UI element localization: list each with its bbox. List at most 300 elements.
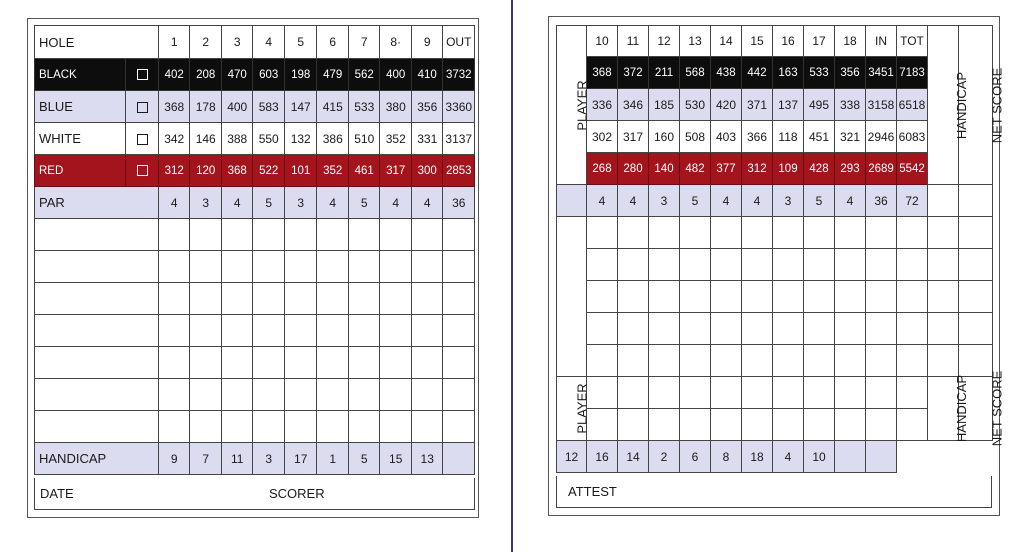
score-entry-row [35, 347, 475, 379]
score-cell[interactable] [253, 379, 285, 411]
score-cell[interactable] [380, 315, 412, 347]
player-name-cell[interactable] [35, 379, 159, 411]
score-cell[interactable] [443, 379, 475, 411]
yardage: 510 [348, 123, 380, 155]
score-cell[interactable] [587, 217, 618, 249]
hole-label: HOLE [35, 26, 159, 59]
yardage: 198 [284, 59, 317, 91]
score-cell[interactable] [284, 315, 317, 347]
score-cell[interactable] [680, 345, 711, 377]
yardage: 533 [804, 57, 835, 89]
hole-number: 17 [804, 26, 835, 57]
score-cell[interactable] [773, 409, 804, 441]
score-cell[interactable] [443, 251, 475, 283]
yardage: 109 [773, 153, 804, 185]
player-name-cell[interactable] [35, 219, 159, 251]
score-entry-row [557, 217, 993, 249]
score-cell[interactable] [804, 281, 835, 313]
out-label: OUT [443, 26, 475, 59]
blank-cell [959, 185, 993, 217]
score-cell[interactable] [253, 411, 285, 443]
score-cell[interactable] [649, 377, 680, 409]
yardage: 211 [649, 57, 680, 89]
score-cell[interactable] [190, 251, 222, 283]
score-cell[interactable] [411, 347, 443, 379]
score-cell[interactable] [866, 377, 897, 409]
handicap-value: 17 [284, 443, 317, 475]
score-cell[interactable] [348, 347, 380, 379]
score-cell[interactable] [317, 283, 349, 315]
blank-cell [928, 185, 959, 217]
score-cell[interactable] [411, 251, 443, 283]
score-cell[interactable] [380, 347, 412, 379]
score-cell[interactable] [221, 315, 253, 347]
score-cell[interactable] [190, 283, 222, 315]
score-cell[interactable] [680, 249, 711, 281]
score-cell[interactable] [711, 345, 742, 377]
tee-row-red [557, 153, 993, 185]
score-entry-rows [35, 219, 475, 443]
tee-row-black [35, 59, 475, 91]
hole-number: 4 [253, 26, 285, 59]
score-cell[interactable] [866, 313, 897, 345]
score-cell[interactable] [897, 377, 928, 409]
score-entry-row [35, 411, 475, 443]
score-cell[interactable] [190, 315, 222, 347]
score-cell[interactable] [680, 377, 711, 409]
score-cell[interactable] [284, 411, 317, 443]
score-cell[interactable] [411, 411, 443, 443]
handicap-label: HANDICAP [954, 71, 970, 139]
handicap-value: 12 [557, 441, 587, 473]
score-entry-row [557, 345, 993, 377]
score-cell[interactable] [804, 409, 835, 441]
score-cell[interactable] [866, 345, 897, 377]
score-entry-row [35, 379, 475, 411]
score-cell[interactable] [618, 249, 649, 281]
score-cell[interactable] [742, 345, 773, 377]
yardage: 368 [221, 155, 253, 187]
score-cell[interactable] [284, 251, 317, 283]
out-total: 3732 [443, 59, 475, 91]
yardage: 533 [348, 91, 380, 123]
yardage: 280 [618, 153, 649, 185]
score-cell[interactable] [866, 249, 897, 281]
handicap-value: 5 [348, 443, 380, 475]
score-cell[interactable] [773, 281, 804, 313]
yardage: 101 [284, 155, 317, 187]
score-cell[interactable] [773, 345, 804, 377]
score-cell[interactable] [866, 217, 897, 249]
score-cell[interactable] [443, 219, 475, 251]
yardage: 380 [380, 91, 412, 123]
score-cell[interactable] [221, 379, 253, 411]
yardage: 368 [587, 57, 618, 89]
hole-number: 6 [317, 26, 349, 59]
score-cell[interactable] [317, 219, 349, 251]
score-cell[interactable] [835, 313, 866, 345]
score-cell[interactable] [587, 281, 618, 313]
score-entry-row [557, 313, 993, 345]
score-cell[interactable] [897, 345, 928, 377]
score-cell[interactable] [649, 345, 680, 377]
score-cell[interactable] [443, 411, 475, 443]
score-cell[interactable] [897, 249, 928, 281]
score-cell[interactable] [348, 315, 380, 347]
yardage: 522 [253, 155, 285, 187]
score-cell[interactable] [618, 345, 649, 377]
tee-row-white [557, 121, 993, 153]
score-cell[interactable] [587, 249, 618, 281]
front-footer [34, 478, 475, 510]
score-cell[interactable] [804, 377, 835, 409]
par-value: 5 [253, 187, 285, 219]
score-cell[interactable] [158, 219, 190, 251]
player-name-cell[interactable] [35, 411, 159, 443]
handicap-value: 3 [253, 443, 285, 475]
score-cell[interactable] [742, 249, 773, 281]
score-cell[interactable] [190, 219, 222, 251]
score-cell[interactable] [443, 315, 475, 347]
par-row [35, 187, 475, 219]
yardage: 147 [284, 91, 317, 123]
yardage: 160 [649, 121, 680, 153]
yardage: 352 [317, 155, 349, 187]
score-cell[interactable] [411, 379, 443, 411]
back-footer [556, 476, 992, 508]
score-cell[interactable] [680, 281, 711, 313]
par-row [557, 185, 993, 217]
par-value: 3 [773, 185, 804, 217]
score-cell[interactable] [284, 347, 317, 379]
yardage: 402 [158, 59, 190, 91]
par-label: PAR [35, 187, 159, 219]
net-score-label: NET SCORE [989, 67, 1005, 143]
handicap-cell[interactable] [928, 313, 959, 345]
score-cell[interactable] [742, 217, 773, 249]
score-cell[interactable] [284, 283, 317, 315]
player-label-cell [557, 26, 590, 185]
in-total: 2946 [866, 121, 897, 153]
par-value: 5 [348, 187, 380, 219]
score-cell[interactable] [711, 409, 742, 441]
score-cell[interactable] [804, 217, 835, 249]
score-cell[interactable] [804, 345, 835, 377]
tot-total: 6518 [897, 89, 928, 121]
par-value: 3 [649, 185, 680, 217]
par-value: 4 [221, 187, 253, 219]
score-cell[interactable] [348, 219, 380, 251]
score-cell[interactable] [773, 249, 804, 281]
score-entry-row [35, 251, 475, 283]
handicap-value: 16 [587, 441, 618, 473]
handicap-value: 9 [158, 443, 190, 475]
net-score-cell[interactable] [959, 281, 993, 313]
yardage: 317 [618, 121, 649, 153]
par-value: 5 [680, 185, 711, 217]
score-cell[interactable] [158, 283, 190, 315]
score-cell[interactable] [158, 347, 190, 379]
card-fold-line [511, 0, 513, 552]
score-cell[interactable] [742, 313, 773, 345]
yardage: 508 [680, 121, 711, 153]
score-cell[interactable] [742, 377, 773, 409]
handicap-cell[interactable] [928, 281, 959, 313]
net-score-cell[interactable] [959, 345, 993, 377]
score-cell[interactable] [773, 377, 804, 409]
score-cell[interactable] [380, 411, 412, 443]
score-entry-row [35, 315, 475, 347]
score-cell[interactable] [380, 219, 412, 251]
yardage: 302 [587, 121, 618, 153]
yardage: 352 [380, 123, 412, 155]
net-score-cell[interactable] [959, 313, 993, 345]
net-score-cell[interactable] [959, 249, 993, 281]
par-value: 4 [587, 185, 618, 217]
tee-row-blue [35, 91, 475, 123]
handicap-value: 1 [317, 443, 349, 475]
score-cell[interactable] [680, 409, 711, 441]
par-tot-total: 72 [897, 185, 928, 217]
score-cell[interactable] [443, 283, 475, 315]
score-cell[interactable] [649, 249, 680, 281]
score-cell[interactable] [348, 379, 380, 411]
handicap-value: 7 [190, 443, 222, 475]
score-cell[interactable] [618, 409, 649, 441]
score-cell[interactable] [711, 249, 742, 281]
hole-number: 9 [411, 26, 443, 59]
yardage: 178 [190, 91, 222, 123]
score-cell[interactable] [158, 411, 190, 443]
score-cell[interactable] [317, 411, 349, 443]
par-value: 4 [711, 185, 742, 217]
score-cell[interactable] [411, 283, 443, 315]
handicap-value: 2 [649, 441, 680, 473]
handicap-empty [866, 441, 897, 473]
score-cell[interactable] [835, 345, 866, 377]
score-cell[interactable] [773, 217, 804, 249]
out-total: 2853 [443, 155, 475, 187]
yardage: 403 [711, 121, 742, 153]
checkbox-icon [137, 165, 148, 176]
score-cell[interactable] [411, 315, 443, 347]
handicap-label: HANDICAP [35, 443, 159, 475]
score-cell[interactable] [317, 315, 349, 347]
player-name-cell[interactable] [35, 283, 159, 315]
score-cell[interactable] [897, 217, 928, 249]
handicap-value: 11 [221, 443, 253, 475]
yardage: 451 [804, 121, 835, 153]
front-nine-scorecard [34, 25, 475, 475]
score-cell[interactable] [649, 313, 680, 345]
score-cell[interactable] [587, 409, 618, 441]
handicap-label: HANDICAP [954, 374, 970, 443]
score-cell[interactable] [711, 377, 742, 409]
score-cell[interactable] [253, 283, 285, 315]
net-score-cell[interactable] [959, 217, 993, 249]
score-cell[interactable] [158, 315, 190, 347]
score-cell[interactable] [618, 281, 649, 313]
handicap-cell[interactable] [928, 345, 959, 377]
yardage: 300 [411, 155, 443, 187]
score-cell[interactable] [649, 281, 680, 313]
in-total: 2689 [866, 153, 897, 185]
score-cell[interactable] [711, 217, 742, 249]
score-cell[interactable] [587, 377, 618, 409]
yardage: 208 [190, 59, 222, 91]
score-cell[interactable] [221, 411, 253, 443]
par-value: 5 [804, 185, 835, 217]
score-cell[interactable] [835, 281, 866, 313]
yardage: 336 [587, 89, 618, 121]
player-side-blank [557, 217, 587, 377]
yardage: 293 [835, 153, 866, 185]
score-cell[interactable] [221, 347, 253, 379]
score-cell[interactable] [897, 313, 928, 345]
score-cell[interactable] [804, 313, 835, 345]
score-cell[interactable] [835, 409, 866, 441]
score-cell[interactable] [253, 251, 285, 283]
yardage: 268 [587, 153, 618, 185]
handicap-label-cell [928, 374, 970, 443]
score-cell[interactable] [443, 347, 475, 379]
checkbox-icon [137, 69, 148, 80]
yardage: 415 [317, 91, 349, 123]
yardage: 461 [348, 155, 380, 187]
tee-name: WHITE [35, 123, 126, 155]
yardage: 377 [711, 153, 742, 185]
score-entry-row [557, 281, 993, 313]
handicap-row [35, 443, 475, 475]
yardage: 331 [411, 123, 443, 155]
score-cell[interactable] [190, 379, 222, 411]
score-cell[interactable] [618, 313, 649, 345]
score-cell[interactable] [680, 313, 711, 345]
tot-total: 5542 [897, 153, 928, 185]
yardage: 442 [742, 57, 773, 89]
yardage: 400 [380, 59, 412, 91]
score-cell[interactable] [587, 313, 618, 345]
score-cell[interactable] [317, 251, 349, 283]
player-name-cell[interactable] [35, 251, 159, 283]
score-cell[interactable] [680, 217, 711, 249]
hole-number: 18 [835, 26, 866, 57]
score-cell[interactable] [804, 249, 835, 281]
score-cell[interactable] [158, 379, 190, 411]
score-cell[interactable] [835, 377, 866, 409]
score-cell[interactable] [284, 219, 317, 251]
score-cell[interactable] [221, 219, 253, 251]
score-cell[interactable] [411, 219, 443, 251]
score-cell[interactable] [190, 411, 222, 443]
par-total: 36 [443, 187, 475, 219]
yardage: 140 [649, 153, 680, 185]
score-cell[interactable] [866, 409, 897, 441]
tee-checkbox[interactable] [126, 91, 159, 123]
score-cell[interactable] [253, 219, 285, 251]
yardage: 400 [221, 91, 253, 123]
score-cell[interactable] [742, 281, 773, 313]
score-cell[interactable] [897, 281, 928, 313]
handicap-cell[interactable] [928, 217, 959, 249]
score-cell[interactable] [317, 379, 349, 411]
tee-checkbox[interactable] [126, 59, 159, 91]
score-cell[interactable] [221, 251, 253, 283]
tee-checkbox[interactable] [126, 155, 159, 187]
score-cell[interactable] [380, 251, 412, 283]
score-cell[interactable] [835, 217, 866, 249]
yardage: 185 [649, 89, 680, 121]
net-score-label: NET SCORE [989, 370, 1005, 447]
par-value: 4 [317, 187, 349, 219]
yardage: 366 [742, 121, 773, 153]
handicap-empty [443, 443, 475, 475]
yardage: 388 [221, 123, 253, 155]
tee-name: BLUE [35, 91, 126, 123]
score-cell[interactable] [618, 217, 649, 249]
score-cell[interactable] [190, 347, 222, 379]
score-cell[interactable] [897, 409, 928, 441]
yardage: 603 [253, 59, 285, 91]
yardage: 386 [317, 123, 349, 155]
score-cell[interactable] [348, 411, 380, 443]
score-entry-row [35, 219, 475, 251]
out-total: 3137 [443, 123, 475, 155]
score-cell[interactable] [221, 283, 253, 315]
score-cell[interactable] [649, 409, 680, 441]
handicap-cell[interactable] [928, 249, 959, 281]
yardage: 428 [804, 153, 835, 185]
player-name-cell[interactable] [35, 347, 159, 379]
par-value: 4 [835, 185, 866, 217]
handicap-label-cell [928, 26, 970, 185]
yardage: 356 [411, 91, 443, 123]
yardage: 321 [835, 121, 866, 153]
score-cell[interactable] [711, 281, 742, 313]
hole-row [557, 26, 993, 57]
player-name-cell[interactable] [35, 315, 159, 347]
hole-row [35, 26, 475, 59]
hole-number: 2 [190, 26, 222, 59]
score-cell[interactable] [742, 409, 773, 441]
score-cell[interactable] [253, 347, 285, 379]
handicap-empty [835, 441, 866, 473]
player-label: PLAYER [574, 79, 590, 131]
score-cell[interactable] [284, 379, 317, 411]
score-cell[interactable] [348, 251, 380, 283]
yardage: 438 [711, 57, 742, 89]
yardage: 550 [253, 123, 285, 155]
score-cell[interactable] [835, 249, 866, 281]
hole-number: 1 [158, 26, 190, 59]
hole-number: 12 [649, 26, 680, 57]
score-cell[interactable] [773, 313, 804, 345]
score-cell[interactable] [317, 347, 349, 379]
score-cell[interactable] [587, 345, 618, 377]
score-cell[interactable] [380, 283, 412, 315]
score-cell[interactable] [711, 313, 742, 345]
score-cell[interactable] [380, 379, 412, 411]
tee-name: RED [35, 155, 126, 187]
score-cell[interactable] [348, 283, 380, 315]
score-cell[interactable] [618, 377, 649, 409]
tee-checkbox[interactable] [126, 123, 159, 155]
score-cell[interactable] [158, 251, 190, 283]
score-cell[interactable] [866, 281, 897, 313]
yardage: 137 [773, 89, 804, 121]
score-cell[interactable] [649, 217, 680, 249]
score-cell[interactable] [253, 315, 285, 347]
